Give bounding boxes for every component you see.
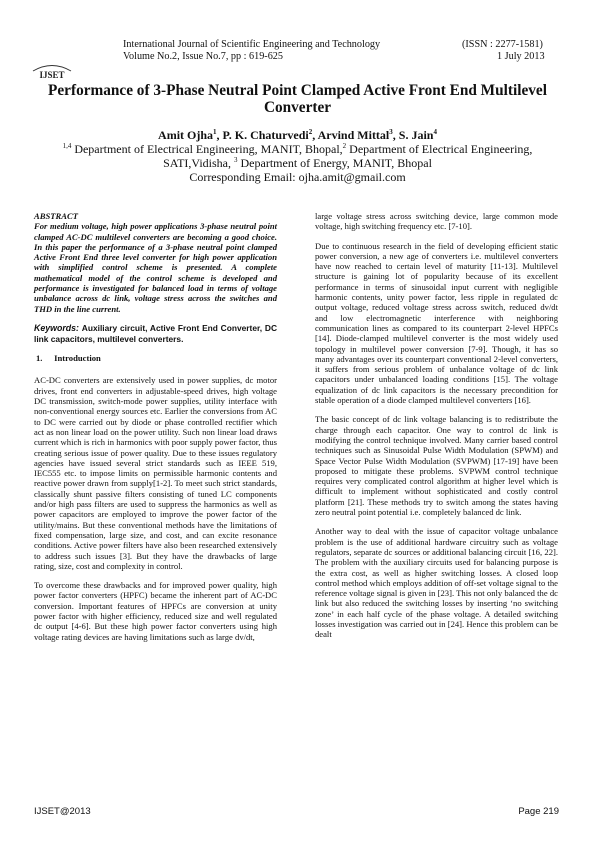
- author-2: , P. K. Chaturvedi: [216, 128, 309, 142]
- right-paragraph-1: large voltage stress across switching device, large common mode voltage, high switching frequency etc. [7-10].: [315, 211, 558, 232]
- journal-issn: (ISSN : 2277-1581): [462, 39, 543, 50]
- corresponding-email: Corresponding Email: ojha.amit@gmail.com: [189, 170, 406, 184]
- intro-paragraph-1: AC-DC converters are extensively used in power supplies, dc motor drives, front end converters in adjustable-speed drives, high voltage DC transmission, switch-mode power supplies, utility interface with non-conventional energy sources etc. Earlier the conversions from AC to DC were carried out by diode or phase controlled rectifier which act as non linear load on the power utility. Such non linear load draws current which is rich in harmonics with poor supply power factor, thus creating serious issue of power quality. Due to these issues regulatory agencies have issued several strict standards such as IEEE 519, IEC555 etc. to impose limits on permissible harmonic contents and reactive power drawn from supply[1-2]. To meet such strict standards, classically shunt passive filters consisting of tuned LC components and/or high pass filters are used to suppress the harmonics as well as power capacitors are employed to improve the power factor of the utility/mains. But these conventional methods have the limitations of fixed compensation, large size, and cost, and can excite resonance conditions. Active power filters have also been researched extensively to address such issues [3]. But they have the drawbacks of large rating, size, cost and complexity in control.: [34, 375, 277, 571]
- journal-logo: [31, 62, 73, 80]
- paper-title-line-2: Converter: [263, 99, 332, 116]
- journal-date: 1 July 2013: [497, 51, 545, 62]
- footer-copyright: IJSET@2013: [34, 806, 91, 817]
- section-heading-introduction: [34, 353, 277, 363]
- intro-paragraph-2: To overcome these drawbacks and for improved power quality, high power factor converters (HPFC) became the inherent part of AC-DC conversion. Important features of HPFCs are conversion at unity power factor with higher efficiency, reduced size and well regulated dc output [4-6]. But these high power factor converters using high voltage rating devices are having limitations such as large dv/dt,: [34, 580, 277, 642]
- page-footer: [34, 806, 559, 820]
- author-4: , S. Jain: [392, 128, 434, 142]
- logo-text: IJSET: [39, 70, 65, 80]
- right-column: [315, 211, 558, 649]
- right-paragraph-3: The basic concept of dc link voltage balancing is to redistribute the charge through each capacitor. One way to control dc link is modifying the control technique involved. Many carrier based control techniques such as Sinusoidal Pulse Width Modulation (SPWM) and Space Vector Pulse Width Modulation (SVPWM) [17-19] have been proposed to mitigate these problems. SVPWM control technique requires very complicated control algorithm at higher level which is difficult to implement without sophisticated and costly control platform [21]. These methods try to switch among the states having zero neutral point potential i.e. completely balanced dc link.: [315, 414, 558, 518]
- keywords-label: Keywords:: [34, 322, 79, 333]
- author-2-sup: 2: [308, 128, 313, 136]
- affiliation-line-1: [30, 142, 565, 156]
- journal-volume: Volume No.2, Issue No.7, pp : 619-625: [123, 51, 283, 62]
- right-paragraph-2: Due to continuous research in the field of developing efficient static power conversion, a new age of converters i.e. multilevel converters have now reached to certain level of maturity [11-13]. Multilevel structure is gaining lot of popularity because of its excellent performance in terms of sinusoidal input current with negligible harmonic contents, unity power factor, less ripple in regulated dc output voltage, reduced voltage stress across switch, reduced dv/dt and low electromagnetic interference with neighboring communication lines as compared to its counterpart 2-level HPFCs [14]. Diode-clamped multilevel converter is the most widely used topology in multilevel power conversion [7-9]. Though, it has so many advantages over its counterpart conventional 2-level converters, it suffers from serious problem of unbalance voltage of dc link capacitors under unbalanced loading conditions [15]. The voltage equalization of dc link capacitors is the necessary precondition for stable operation of a diode clamped multilevel converters [16].: [315, 240, 558, 406]
- journal-name: International Journal of Scientific Engineering and Technology: [123, 39, 381, 50]
- left-column: [34, 211, 277, 651]
- paper-title-line-1: Performance of 3-Phase Neutral Point Clamped Active Front End Multilevel: [48, 82, 547, 99]
- affiliation-1-sup: 1,4: [62, 142, 72, 150]
- affiliation-line-2: [30, 156, 565, 170]
- author-names: [30, 128, 565, 142]
- author-3: , Arvind Mittal: [312, 128, 390, 142]
- journal-header: [0, 34, 595, 64]
- affiliation-1: Department of Electrical Engineering, MANIT, Bhopal,: [71, 142, 343, 156]
- affiliation-3-sup: 3: [234, 156, 238, 164]
- right-paragraph-4: Another way to deal with the issue of capacitor voltage unbalance problem is the use of additional hardware circuitry such as voltage regulators, separate dc sources or additional balancing circuit [16, 22]. The problem with the auxiliary circuits used for balancing purpose is the extra cost, as well as higher switching losses. A closed loop control method which employs addition of off-set voltage signal to the reference voltage signal is given in [23]. This not only balanced the dc link but also reduced the switching losses by inserting ‘no switching zone’ in each half cycle of the phase voltage. A detailed switching losses investigation was carried out in [24]. Hence this problem can be dealt: [315, 526, 558, 640]
- author-4-sup: 4: [433, 128, 437, 136]
- section-number: 1.: [36, 353, 43, 364]
- keywords-text: Auxiliary circuit, Active Front End Converter, DC link capacitors, multilevel converters.: [34, 322, 278, 344]
- author-1-sup: 1: [213, 128, 217, 136]
- keywords: [34, 323, 277, 344]
- author-3-sup: 3: [389, 128, 393, 136]
- affiliation-4: Department of Energy, MANIT, Bhopal: [237, 156, 432, 170]
- abstract-text: For medium voltage, high power applications 3-phase neutral point clamped AC-DC multilevel converters are becoming a good choice. In this paper the performance of a 3-phase neutral point clamped Active Front End three level converter for high power application with simplified control scheme is presented. A complete mathematical model of the control scheme is developed and performance is investigated for balanced load in terms of voltage unbalance across dc link, voltage stress across the switches and THD in the line current.: [34, 221, 277, 314]
- abstract-heading: ABSTRACT: [34, 211, 78, 221]
- affiliation-2: Department of Electrical Engineering,: [346, 142, 533, 156]
- author-1: Amit Ojha: [158, 128, 214, 142]
- paper-title: [30, 82, 565, 116]
- section-title: Introduction: [54, 353, 101, 364]
- page-number: Page 219: [518, 806, 559, 817]
- author-block: [30, 128, 565, 184]
- affiliation-3: SATI,Vidisha,: [163, 156, 235, 170]
- affiliation-2-sup: 2: [342, 142, 347, 150]
